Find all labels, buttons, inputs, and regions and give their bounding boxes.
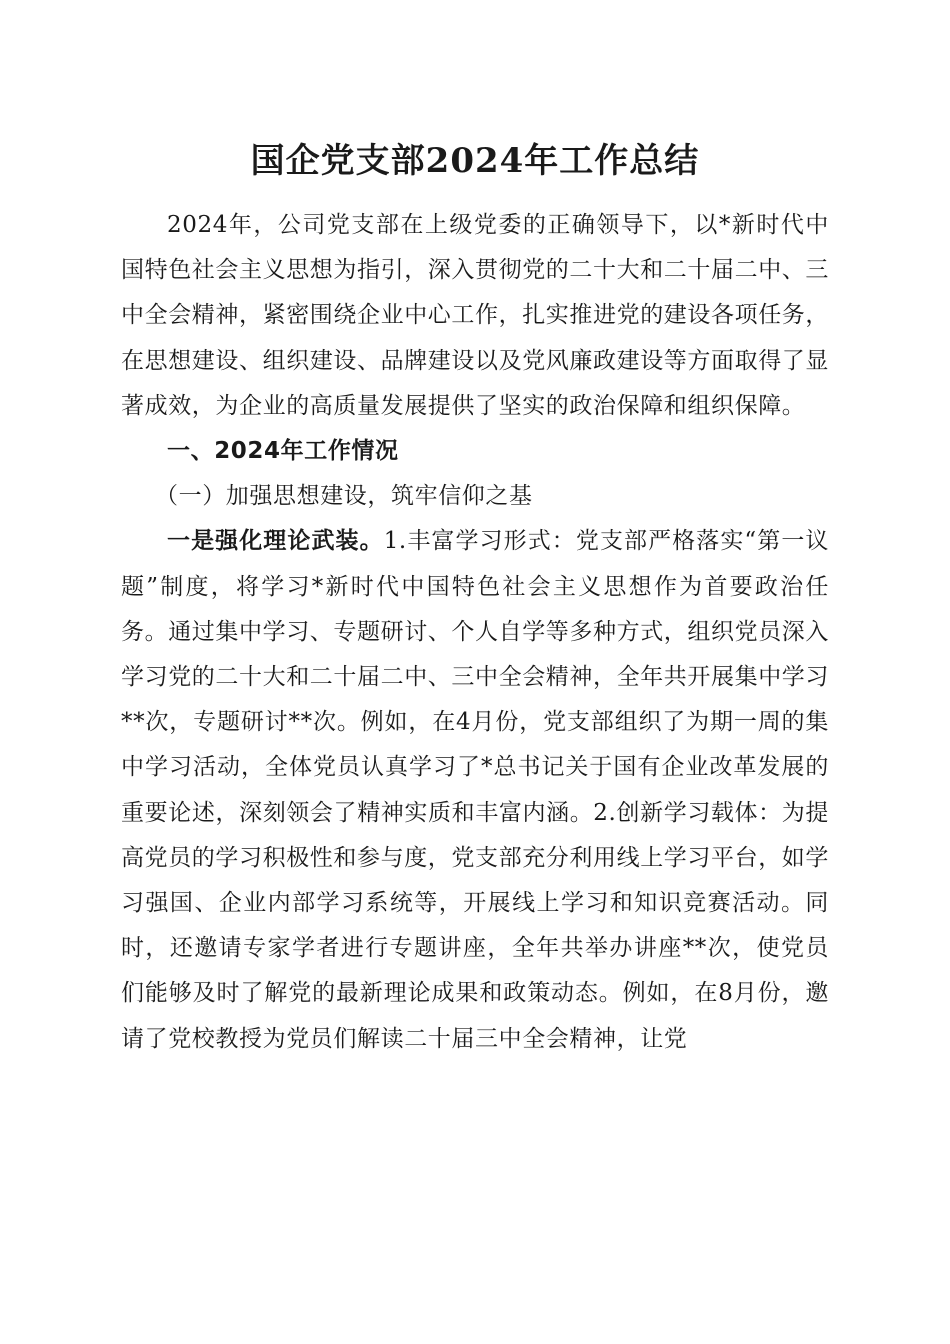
paragraph-lead: 一是强化理论武装。 — [167, 528, 384, 555]
subsection-heading: （一）加强思想建设，筑牢信仰之基 — [155, 483, 533, 510]
intro-paragraph: 2024年，公司党支部在上级党委的正确领导下，以*新时代中国特色社会主义思想为指引，深入贯彻党的二十大和二十届二中、三中全会精神，紧密围绕企业中心工作，扎实推进党的建设各项任务，在思想建设、组织建设、品牌建设以及党风廉政建设等方面取得了显著成效，为企业的高质量发展提供了坚实的政治保障和组织保障。 — [121, 212, 829, 419]
section-heading: 一、2024年工作情况 — [167, 438, 399, 465]
paragraph-text: 1.丰富学习形式：党支部严格落实“第一议题”制度，将学习*新时代中国特色社会主义思想作为首要政治任务。通过集中学习、专题研讨、个人自学等多种方式，组织党员深入学习党的二十大和二十届二中、三中全会精神，全年共开展集中学习**次，专题研讨**次。例如，在4月份，党支部组织了为期一周的集中学习活动，全体党员认真学习了*总书记关于国有企业改革发展的重要论述，深刻领会了精神实质和丰富内涵。2.创新学习载体：为提高党员的学习积极性和参与度，党支部充分利用线上学习平台，如学习强国、企业内部学习系统等，开展线上学习和知识竞赛活动。同时，还邀请专家学者进行专题讲座，全年共举办讲座**次，使党员们能够及时了解党的最新理论成果和政策动态。例如，在8月份，邀请了党校教授为党员们解读二十届三中全会精神，让党 — [121, 528, 829, 1052]
body-paragraph — [121, 519, 829, 1061]
document-title: 国企党支部2024年工作总结 — [250, 141, 700, 181]
document-body — [121, 203, 829, 1062]
